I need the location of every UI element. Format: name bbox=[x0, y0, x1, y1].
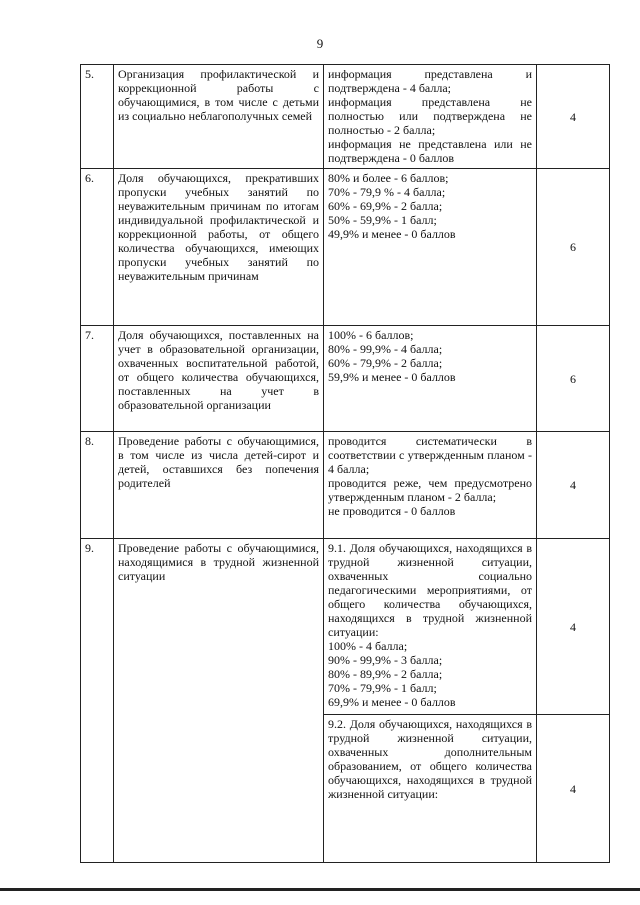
score-cell: 6 bbox=[537, 169, 610, 326]
criteria-line: информация не представлена или не подтверждена - 0 баллов bbox=[328, 137, 532, 165]
criteria-line: проводится реже, чем предусмотрено утвержденным планом - 2 балла; bbox=[328, 476, 532, 504]
criteria-table bbox=[80, 64, 610, 863]
criteria-line: 9.1. Доля обучающихся, находящихся в трудной жизненной ситуации, охваченных социально педагогическими мероприятиями, от общего количества обучающихся, находящихся в трудной жизненной ситуации: bbox=[328, 541, 532, 639]
row-number: 6. bbox=[81, 169, 114, 326]
criteria-cell bbox=[324, 432, 537, 539]
page-number: 9 bbox=[316, 36, 324, 51]
row-number: 9. bbox=[81, 539, 114, 863]
score-cell: 4 bbox=[537, 432, 610, 539]
row-number: 7. bbox=[81, 326, 114, 432]
criteria-line: 100% - 4 балла; bbox=[328, 639, 408, 653]
criteria-line: проводится систематически в соответствии с утвержденным планом - 4 балла; bbox=[328, 434, 532, 476]
criteria-line: 80% и более - 6 баллов; bbox=[328, 171, 449, 185]
score-cell: 4 bbox=[537, 715, 610, 863]
table-row bbox=[81, 65, 610, 169]
score-cell: 4 bbox=[537, 65, 610, 169]
criteria-line: 69,9% и менее - 0 баллов bbox=[328, 695, 456, 709]
criteria-line: 70% - 79,9% - 1 балл; bbox=[328, 681, 437, 695]
table-row bbox=[81, 539, 610, 715]
criteria-line: 59,9% и менее - 0 баллов bbox=[328, 370, 456, 384]
table-row bbox=[81, 432, 610, 539]
criteria-cell bbox=[324, 65, 537, 169]
score-cell: 4 bbox=[537, 539, 610, 715]
indicator-name: Доля обучающихся, прекративших пропуски учебных занятий по неуважительным причинам по итогам индивидуальной профилактической и коррекционной работы, от общего количества обучающихся, имеющих пропуски учебных занятий по неуважительным причинам bbox=[114, 169, 324, 326]
table-row bbox=[81, 326, 610, 432]
criteria-line: 70% - 79,9 % - 4 балла; bbox=[328, 185, 446, 199]
criteria-line: 80% - 89,9% - 2 балла; bbox=[328, 667, 443, 681]
score-cell: 6 bbox=[537, 326, 610, 432]
criteria-line: 9.2. Доля обучающихся, находящихся в трудной жизненной ситуации, охваченных дополнительным образованием, от общего количества обучающихся, находящихся в трудной жизненной ситуации: bbox=[328, 717, 532, 801]
row-number: 8. bbox=[81, 432, 114, 539]
criteria-line: 49,9% и менее - 0 баллов bbox=[328, 227, 456, 241]
criteria-cell bbox=[324, 326, 537, 432]
criteria-cell bbox=[324, 169, 537, 326]
criteria-line: информация представлена не полностью или подтверждена не полностью - 2 балла; bbox=[328, 95, 532, 137]
table-row bbox=[81, 169, 610, 326]
page-bottom-border bbox=[0, 888, 640, 891]
indicator-name: Организация профилактической и коррекционной работы с обучающимися, в том числе с детьми из социально неблагополучных семей bbox=[114, 65, 324, 169]
criteria-line: информация представлена и подтверждена - 4 балла; bbox=[328, 67, 532, 95]
criteria-cell bbox=[324, 715, 537, 863]
row-number: 5. bbox=[81, 65, 114, 169]
criteria-line: не проводится - 0 баллов bbox=[328, 504, 456, 518]
indicator-name: Проведение работы с обучающимися, в том числе из числа детей-сирот и детей, оставшихся без попечения родителей bbox=[114, 432, 324, 539]
criteria-line: 60% - 79,9% - 2 балла; bbox=[328, 356, 443, 370]
indicator-name: Проведение работы с обучающимися, находящимися в трудной жизненной ситуации bbox=[114, 539, 324, 863]
criteria-line: 60% - 69,9% - 2 балла; bbox=[328, 199, 443, 213]
criteria-line: 100% - 6 баллов; bbox=[328, 328, 414, 342]
indicator-name: Доля обучающихся, поставленных на учет в образовательной организации, охваченных воспитательной работой, от общего количества обучающихся, поставленных на учет в образовательной организации bbox=[114, 326, 324, 432]
criteria-line: 50% - 59,9% - 1 балл; bbox=[328, 213, 437, 227]
criteria-cell bbox=[324, 539, 537, 715]
criteria-line: 90% - 99,9% - 3 балла; bbox=[328, 653, 443, 667]
criteria-line: 80% - 99,9% - 4 балла; bbox=[328, 342, 443, 356]
